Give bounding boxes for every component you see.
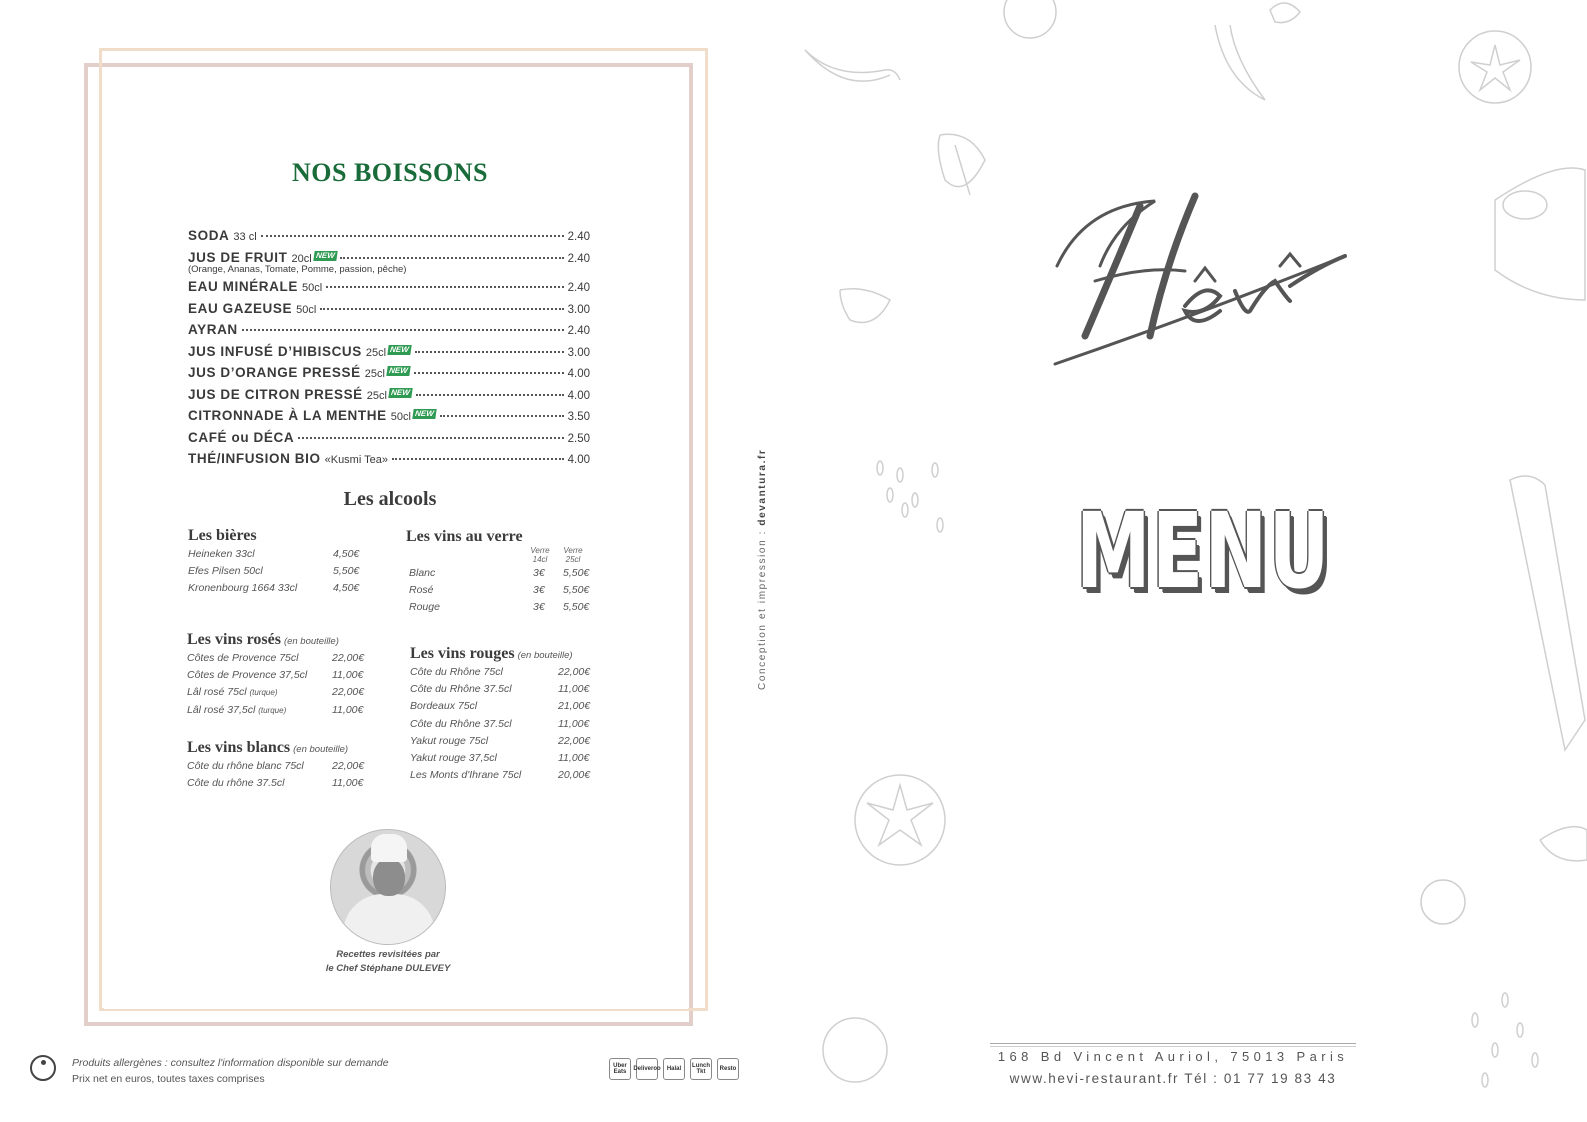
wine-row [410,752,596,769]
wine-row [410,700,596,717]
drink-price: 4.00 [567,454,590,466]
dot-leader [392,458,564,460]
drink-price: 2.40 [567,252,590,265]
menu-heading: MENU [1076,490,1331,612]
halal-logo: Halal [663,1058,685,1080]
wine-name: Côtes de Provence 37,5cl [187,669,308,682]
drink-price: 2.40 [567,325,590,337]
drink-row [188,344,590,366]
drink-price: 4.00 [567,389,590,402]
wine-name: Kronenbourg 1664 33cl [188,582,298,595]
wine-price: 22,00€ [332,686,365,699]
drink-name: CITRONNADE À LA MENTHE [188,408,387,423]
wine-name: Rouge [409,601,440,614]
new-badge: NEW [386,366,410,376]
wine-row [187,686,365,703]
wine-name: Heineken 33cl [188,548,255,560]
wine-row [187,777,365,794]
wine-row [187,652,365,669]
wine-name: Efes Pilsen 50cl [188,565,263,578]
glass-price-25cl: 5,50€ [563,601,590,614]
wine-price: 5,50€ [333,565,360,578]
rose-wines-list [187,652,365,721]
drink-row [188,228,590,250]
dot-leader [320,308,563,310]
drink-row [188,451,590,473]
wine-row [410,683,596,700]
wine-row [410,666,596,683]
wine-price: 22,00€ [558,734,591,747]
deliveroo-logo: Deliveroo [636,1058,658,1080]
white-wines-list [187,760,365,794]
drink-size: 50cl [296,303,317,316]
drink-price: 2.40 [567,231,590,243]
red-wines-title: Les vins rouges (en bouteille) [410,645,573,662]
wine-price: 4,50€ [333,548,360,560]
glass-price-14cl: 3€ [533,601,545,614]
wine-note: (turque) [249,688,278,698]
drink-name: AYRAN [188,322,238,337]
drink-row [188,279,590,301]
dot-leader [326,286,563,288]
drink-row [188,430,590,452]
wine-price: 11,00€ [558,683,590,696]
wine-row [410,769,596,786]
wine-price: 11,00€ [332,777,364,790]
wine-price: 22,00€ [558,666,591,678]
wine-name: Côte du rhône blanc 75cl [187,760,304,772]
dot-leader [415,351,564,353]
wine-row [187,704,365,721]
wine-price: 11,00€ [558,751,590,764]
address-divider-2 [990,1046,1356,1047]
prices-note: Prix net en euros, toutes taxes comprises [72,1073,265,1085]
new-badge: NEW [387,345,411,355]
beers-title: Les bières [188,527,257,544]
wine-name: Yakut rouge 37,5cl [410,751,497,764]
dot-leader [298,437,563,439]
rose-wines-title: Les vins rosés (en bouteille) [187,631,339,648]
wine-price: 11,00€ [332,703,364,716]
drink-price: 4.00 [567,368,590,380]
address-divider [990,1043,1356,1044]
wine-name: Côte du Rhône 37.5cl [410,683,512,696]
glass-wines-list [409,567,593,619]
wine-note: (turque) [258,705,287,715]
drink-name: JUS DE CITRON PRESSÉ [188,386,363,402]
drink-price: 3.50 [567,411,590,423]
drink-size: 25cl [365,346,387,359]
wine-row [188,565,363,582]
wine-row [410,718,596,735]
drink-price: 2.50 [567,432,590,445]
allergens-note: Produits allergènes : consultez l'information disponible sur demande [72,1057,389,1069]
wine-name: Côtes de Provence 75cl [187,652,299,664]
drink-price: 3.00 [567,346,590,359]
drink-price: 2.40 [567,282,590,294]
drink-size: 25cl [366,389,387,402]
wine-price: 20,00€ [558,769,591,782]
dot-leader [242,329,564,331]
drink-size: 33 cl [233,231,257,243]
glass-wines-title: Les vins au verre [406,528,523,545]
wine-row [187,669,365,686]
drink-row [188,365,590,387]
wine-name: Côte du rhône 37.5cl [187,777,285,790]
dot-leader [414,372,564,374]
wine-row [188,548,363,565]
drink-row [188,387,590,409]
drink-name: EAU GAZEUSE [188,300,293,316]
drink-flavours: (Orange, Ananas, Tomate, Pomme, passion, pêche) [188,264,407,275]
restaurant-address: 168 Bd Vincent Auriol, 75013 Paris [997,1049,1349,1064]
resto-ticket-logo: Resto [717,1058,739,1080]
glass-price-25cl: 5,50€ [563,567,590,579]
lunch-ticket-logo: Lunch Tkt [690,1058,712,1080]
wine-row [188,582,363,599]
wine-row [410,735,596,752]
glass-col1-header: Verre 14cl [530,546,550,564]
wine-name: Yakut rouge 75cl [410,734,489,747]
drink-row [188,322,590,344]
wine-price: 4,50€ [333,582,360,595]
dot-leader [440,415,564,417]
drink-row [188,408,590,430]
design-credit: Conception et impression : devantura.fr [757,448,768,690]
footer-note [72,1055,389,1087]
wine-name: Blanc [409,567,436,579]
wine-price: 22,00€ [332,652,365,664]
wine-name: Bordeaux 75cl [410,700,478,713]
wine-name: Côte du Rhône 37.5cl [410,717,512,730]
drink-name: JUS INFUSÉ D’HIBISCUS [188,343,362,359]
wine-name: Lâl rosé 75cl [187,686,247,699]
chef-caption: Recettes revisitées par le Chef Stéphane DULEVEY [325,949,451,974]
drink-size: «Kusmi Tea» [324,454,388,466]
new-badge: NEW [412,409,436,419]
drink-name: JUS DE FRUIT [188,249,288,265]
drink-name: CAFÉ ou DÉCA [188,429,295,445]
wine-name: Lâl rosé 37,5cl [187,703,256,716]
wine-name: Les Monts d'Ihrane 75cl [410,769,522,782]
drink-size: 25cl [364,368,385,380]
wine-price: 11,00€ [332,669,364,682]
wine-row [409,601,593,618]
glass-price-14cl: 3€ [533,584,545,597]
drink-price: 3.00 [567,303,590,316]
drink-row [188,301,590,323]
drink-name: THÉ/INFUSION BIO [188,451,321,466]
white-wines-title: Les vins blancs (en bouteille) [187,739,349,756]
glass-price-25cl: 5,50€ [563,584,590,597]
dot-leader [261,235,564,237]
wine-price: 22,00€ [332,760,365,772]
hevi-logo [1045,186,1355,376]
drinks-title: NOS BOISSONS [291,158,489,187]
drink-name: JUS D’ORANGE PRESSÉ [188,365,361,380]
drinks-list [188,228,590,473]
glass-price-14cl: 3€ [533,567,545,579]
wine-name: Côte du Rhône 75cl [410,666,503,678]
chili-icon [805,50,900,80]
new-badge: NEW [313,251,337,261]
wine-name: Rosé [409,584,434,597]
dot-leader [340,257,563,259]
glass-col2-header: Verre 25cl [563,546,583,564]
beers-list [188,548,363,600]
red-wines-list [410,666,596,786]
restaurant-contact: www.hevi-restaurant.fr Tél : 01 77 19 83 43 [1009,1071,1337,1086]
new-badge: NEW [388,388,412,398]
wine-price: 21,00€ [558,700,591,713]
drink-size: 20cl [291,252,312,265]
accessibility-icon [30,1055,56,1081]
wine-price: 11,00€ [558,717,590,730]
drink-name: EAU MINÉRALE [188,279,298,294]
drink-size: 50cl [301,282,323,294]
wine-row [409,567,593,584]
drink-name: SODA [188,228,230,243]
chef-photo [330,829,446,945]
wine-row [187,760,365,777]
drink-size: 50cl [390,411,411,423]
alcohol-title: Les alcools [343,488,437,510]
partner-logos [609,1058,739,1080]
wine-row [409,584,593,601]
dot-leader [416,394,564,396]
uber-eats-logo: Uber Eats [609,1058,631,1080]
